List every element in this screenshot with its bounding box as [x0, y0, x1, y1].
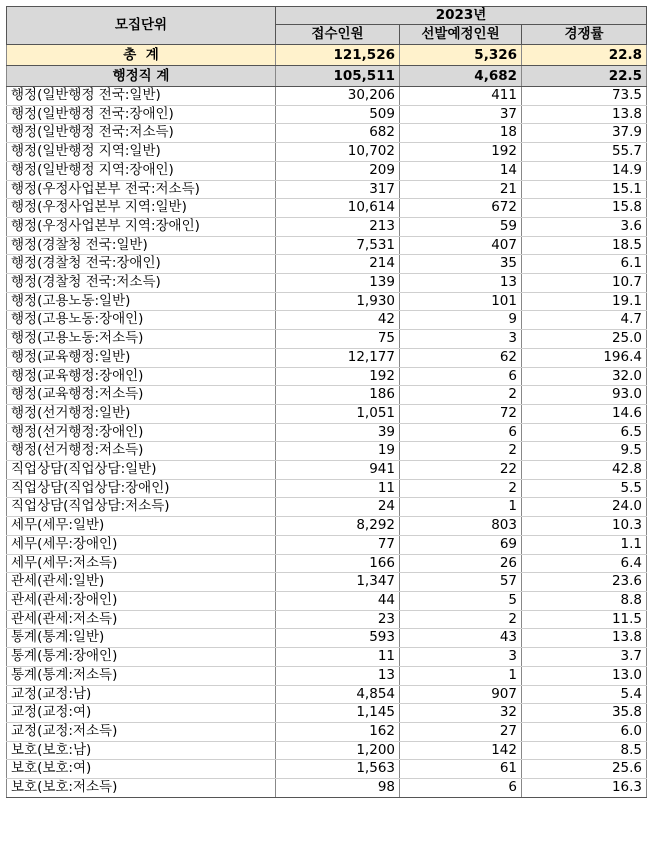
unit-name: 행정(선거행정:장애인)	[7, 423, 276, 442]
selected-cell: 6	[400, 367, 522, 386]
applicants-cell: 1,347	[276, 573, 400, 592]
selected-cell: 21	[400, 180, 522, 199]
ratio-cell: 32.0	[522, 367, 647, 386]
table-row	[7, 87, 647, 106]
selected-cell: 13	[400, 274, 522, 293]
unit-name: 행정(선거행정:저소득)	[7, 442, 276, 461]
applicants-cell: 209	[276, 161, 400, 180]
unit-name: 행정(우정사업본부 지역:일반)	[7, 199, 276, 218]
unit-name: 행정(일반행정 지역:장애인)	[7, 161, 276, 180]
selected-cell: 61	[400, 760, 522, 779]
selected-cell: 2	[400, 386, 522, 405]
applicants-cell: 13	[276, 666, 400, 685]
applicants-cell: 12,177	[276, 348, 400, 367]
selected-cell: 14	[400, 161, 522, 180]
selected-cell: 27	[400, 722, 522, 741]
header-year: 2023년	[276, 7, 647, 25]
table-row	[7, 779, 647, 798]
selected-cell: 907	[400, 685, 522, 704]
table-row	[7, 274, 647, 293]
table-row	[7, 330, 647, 349]
applicants-cell: 213	[276, 217, 400, 236]
table-row	[7, 610, 647, 629]
ratio-cell: 35.8	[522, 704, 647, 723]
ratio-cell: 73.5	[522, 87, 647, 106]
applicants-cell: 19	[276, 442, 400, 461]
selected-cell: 18	[400, 124, 522, 143]
table-row	[7, 105, 647, 124]
applicants-cell: 192	[276, 367, 400, 386]
unit-name: 행정(경찰청 전국:저소득)	[7, 274, 276, 293]
subtotal-ratio: 22.5	[522, 66, 647, 87]
selected-cell: 22	[400, 461, 522, 480]
applicants-cell: 39	[276, 423, 400, 442]
ratio-cell: 6.5	[522, 423, 647, 442]
applicants-cell: 4,854	[276, 685, 400, 704]
selected-cell: 5	[400, 591, 522, 610]
selected-cell: 3	[400, 648, 522, 667]
unit-name: 행정(경찰청 전국:장애인)	[7, 255, 276, 274]
ratio-cell: 5.5	[522, 479, 647, 498]
table-row	[7, 722, 647, 741]
table-row	[7, 404, 647, 423]
unit-name: 보호(보호:저소득)	[7, 779, 276, 798]
table-row	[7, 554, 647, 573]
selected-cell: 1	[400, 666, 522, 685]
table-row	[7, 573, 647, 592]
ratio-cell: 25.6	[522, 760, 647, 779]
selected-cell: 72	[400, 404, 522, 423]
unit-name: 교정(교정:여)	[7, 704, 276, 723]
unit-name: 보호(보호:여)	[7, 760, 276, 779]
ratio-cell: 14.9	[522, 161, 647, 180]
unit-name: 행정(우정사업본부 지역:장애인)	[7, 217, 276, 236]
total-ratio: 22.8	[522, 45, 647, 66]
ratio-cell: 55.7	[522, 143, 647, 162]
unit-name: 행정(일반행정 전국:저소득)	[7, 124, 276, 143]
unit-name: 행정(일반행정 지역:일반)	[7, 143, 276, 162]
ratio-cell: 10.7	[522, 274, 647, 293]
selected-cell: 2	[400, 442, 522, 461]
ratio-cell: 11.5	[522, 610, 647, 629]
ratio-cell: 10.3	[522, 517, 647, 536]
ratio-cell: 15.1	[522, 180, 647, 199]
applicants-cell: 317	[276, 180, 400, 199]
ratio-cell: 13.8	[522, 105, 647, 124]
selected-cell: 37	[400, 105, 522, 124]
ratio-cell: 6.1	[522, 255, 647, 274]
ratio-cell: 196.4	[522, 348, 647, 367]
table-row	[7, 461, 647, 480]
table-row	[7, 498, 647, 517]
table-row	[7, 629, 647, 648]
table-row	[7, 180, 647, 199]
table-row	[7, 367, 647, 386]
subtotal-applicants: 105,511	[276, 66, 400, 87]
subtotal-label: 행정직 계	[7, 66, 276, 87]
table-row	[7, 143, 647, 162]
header-unit: 모집단위	[7, 7, 276, 45]
ratio-cell: 4.7	[522, 311, 647, 330]
table-row	[7, 217, 647, 236]
header-selected: 선발예정인원	[400, 25, 522, 45]
unit-name: 세무(세무:일반)	[7, 517, 276, 536]
total-applicants: 121,526	[276, 45, 400, 66]
applicants-cell: 8,292	[276, 517, 400, 536]
unit-name: 보호(보호:남)	[7, 741, 276, 760]
applicants-cell: 139	[276, 274, 400, 293]
table-row	[7, 666, 647, 685]
ratio-cell: 15.8	[522, 199, 647, 218]
table-row	[7, 348, 647, 367]
selected-cell: 43	[400, 629, 522, 648]
applicants-cell: 42	[276, 311, 400, 330]
subtotal-row	[7, 66, 647, 87]
applicants-cell: 75	[276, 330, 400, 349]
unit-name: 직업상담(직업상담:저소득)	[7, 498, 276, 517]
applicants-cell: 1,200	[276, 741, 400, 760]
unit-name: 통계(통계:저소득)	[7, 666, 276, 685]
selected-cell: 2	[400, 610, 522, 629]
applicants-cell: 941	[276, 461, 400, 480]
ratio-cell: 23.6	[522, 573, 647, 592]
total-selected: 5,326	[400, 45, 522, 66]
table-row	[7, 535, 647, 554]
total-label: 총 계	[7, 45, 276, 66]
unit-name: 세무(세무:장애인)	[7, 535, 276, 554]
selected-cell: 69	[400, 535, 522, 554]
applicants-cell: 10,702	[276, 143, 400, 162]
table-row	[7, 704, 647, 723]
selected-cell: 672	[400, 199, 522, 218]
ratio-cell: 1.1	[522, 535, 647, 554]
applicants-cell: 7,531	[276, 236, 400, 255]
table-row	[7, 386, 647, 405]
table-row	[7, 517, 647, 536]
table-row	[7, 423, 647, 442]
unit-name: 행정(고용노동:일반)	[7, 292, 276, 311]
unit-name: 교정(교정:남)	[7, 685, 276, 704]
ratio-cell: 16.3	[522, 779, 647, 798]
unit-name: 행정(고용노동:장애인)	[7, 311, 276, 330]
unit-name: 행정(교육행정:일반)	[7, 348, 276, 367]
applicants-cell: 98	[276, 779, 400, 798]
ratio-cell: 3.6	[522, 217, 647, 236]
applicants-cell: 44	[276, 591, 400, 610]
selected-cell: 1	[400, 498, 522, 517]
selected-cell: 57	[400, 573, 522, 592]
applicants-cell: 10,614	[276, 199, 400, 218]
table-row	[7, 741, 647, 760]
unit-name: 행정(우정사업본부 전국:저소득)	[7, 180, 276, 199]
selected-cell: 26	[400, 554, 522, 573]
unit-name: 행정(일반행정 전국:장애인)	[7, 105, 276, 124]
ratio-cell: 6.4	[522, 554, 647, 573]
ratio-cell: 14.6	[522, 404, 647, 423]
table-row	[7, 760, 647, 779]
applicants-cell: 593	[276, 629, 400, 648]
applicants-cell: 1,051	[276, 404, 400, 423]
header-applicants: 접수인원	[276, 25, 400, 45]
selected-cell: 2	[400, 479, 522, 498]
applicants-cell: 186	[276, 386, 400, 405]
ratio-cell: 24.0	[522, 498, 647, 517]
selected-cell: 6	[400, 779, 522, 798]
unit-name: 행정(교육행정:저소득)	[7, 386, 276, 405]
selected-cell: 142	[400, 741, 522, 760]
competition-table	[6, 6, 647, 798]
unit-name: 관세(관세:저소득)	[7, 610, 276, 629]
selected-cell: 9	[400, 311, 522, 330]
selected-cell: 62	[400, 348, 522, 367]
selected-cell: 35	[400, 255, 522, 274]
selected-cell: 803	[400, 517, 522, 536]
table-row	[7, 685, 647, 704]
applicants-cell: 30,206	[276, 87, 400, 106]
applicants-cell: 11	[276, 648, 400, 667]
unit-name: 직업상담(직업상담:일반)	[7, 461, 276, 480]
ratio-cell: 8.5	[522, 741, 647, 760]
selected-cell: 32	[400, 704, 522, 723]
table-row	[7, 124, 647, 143]
selected-cell: 3	[400, 330, 522, 349]
unit-name: 관세(관세:일반)	[7, 573, 276, 592]
applicants-cell: 1,145	[276, 704, 400, 723]
applicants-cell: 166	[276, 554, 400, 573]
applicants-cell: 77	[276, 535, 400, 554]
unit-name: 행정(교육행정:장애인)	[7, 367, 276, 386]
table-row	[7, 591, 647, 610]
table-row	[7, 161, 647, 180]
ratio-cell: 6.0	[522, 722, 647, 741]
selected-cell: 411	[400, 87, 522, 106]
selected-cell: 407	[400, 236, 522, 255]
applicants-cell: 11	[276, 479, 400, 498]
ratio-cell: 18.5	[522, 236, 647, 255]
table-row	[7, 255, 647, 274]
applicants-cell: 1,930	[276, 292, 400, 311]
unit-name: 행정(선거행정:일반)	[7, 404, 276, 423]
applicants-cell: 24	[276, 498, 400, 517]
total-row	[7, 45, 647, 66]
selected-cell: 101	[400, 292, 522, 311]
ratio-cell: 9.5	[522, 442, 647, 461]
table-row	[7, 236, 647, 255]
selected-cell: 59	[400, 217, 522, 236]
header-ratio: 경쟁률	[522, 25, 647, 45]
applicants-cell: 162	[276, 722, 400, 741]
unit-name: 통계(통계:장애인)	[7, 648, 276, 667]
ratio-cell: 25.0	[522, 330, 647, 349]
applicants-cell: 214	[276, 255, 400, 274]
selected-cell: 6	[400, 423, 522, 442]
selected-cell: 192	[400, 143, 522, 162]
unit-name: 세무(세무:저소득)	[7, 554, 276, 573]
ratio-cell: 19.1	[522, 292, 647, 311]
table-row	[7, 442, 647, 461]
unit-name: 통계(통계:일반)	[7, 629, 276, 648]
ratio-cell: 13.0	[522, 666, 647, 685]
unit-name: 관세(관세:장애인)	[7, 591, 276, 610]
ratio-cell: 93.0	[522, 386, 647, 405]
applicants-cell: 682	[276, 124, 400, 143]
ratio-cell: 42.8	[522, 461, 647, 480]
table-row	[7, 199, 647, 218]
ratio-cell: 37.9	[522, 124, 647, 143]
subtotal-selected: 4,682	[400, 66, 522, 87]
unit-name: 행정(경찰청 전국:일반)	[7, 236, 276, 255]
table-row	[7, 648, 647, 667]
unit-name: 교정(교정:저소득)	[7, 722, 276, 741]
ratio-cell: 13.8	[522, 629, 647, 648]
table-row	[7, 479, 647, 498]
table-row	[7, 292, 647, 311]
unit-name: 직업상담(직업상담:장애인)	[7, 479, 276, 498]
applicants-cell: 509	[276, 105, 400, 124]
table-row	[7, 311, 647, 330]
unit-name: 행정(일반행정 전국:일반)	[7, 87, 276, 106]
ratio-cell: 8.8	[522, 591, 647, 610]
ratio-cell: 5.4	[522, 685, 647, 704]
unit-name: 행정(고용노동:저소득)	[7, 330, 276, 349]
applicants-cell: 23	[276, 610, 400, 629]
ratio-cell: 3.7	[522, 648, 647, 667]
applicants-cell: 1,563	[276, 760, 400, 779]
